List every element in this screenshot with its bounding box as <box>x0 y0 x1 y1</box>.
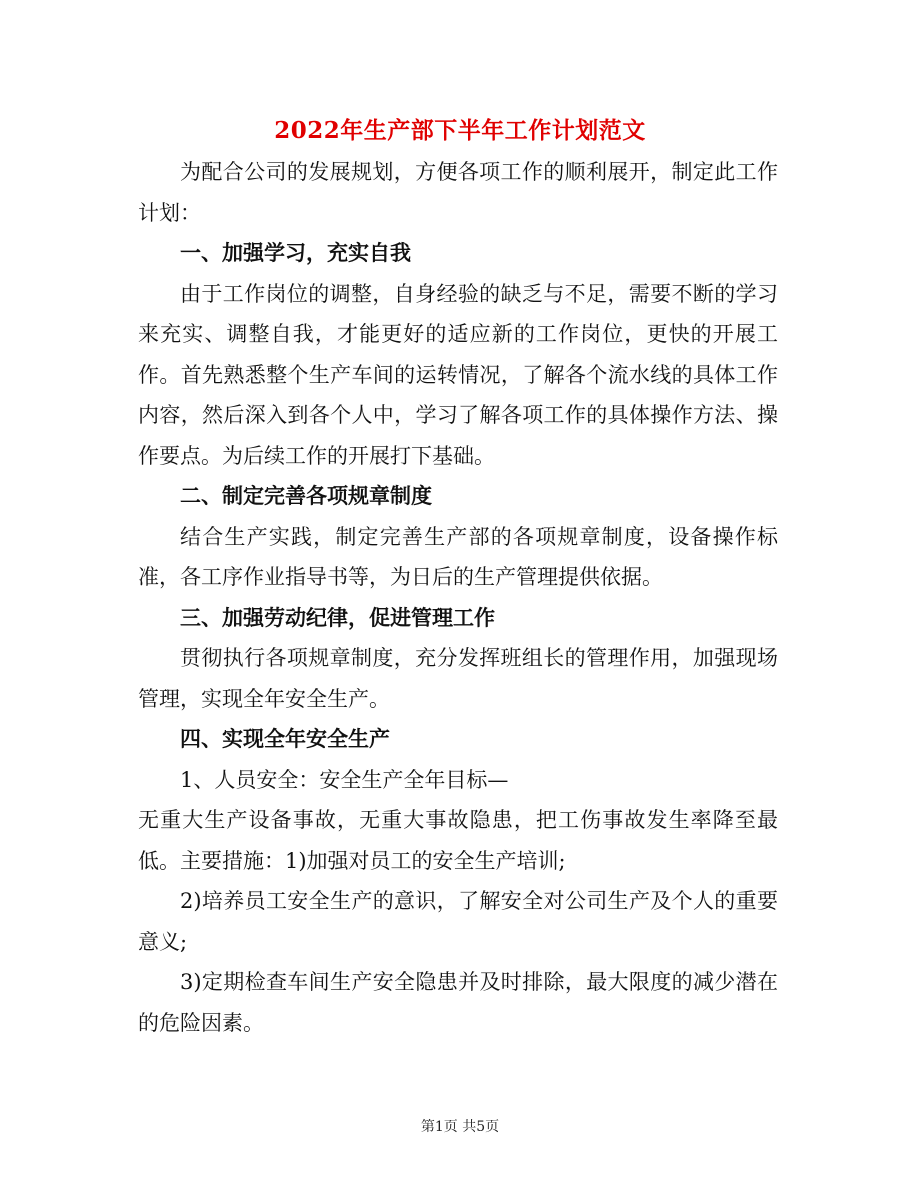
measure-3-paragraph: 3)定期检查车间生产安全隐患并及时排除，最大限度的减少潜在的危险因素。 <box>138 970 778 1035</box>
section-heading-2: 二、制定完善各项规章制度 <box>180 483 432 508</box>
section-1-paragraph: 由于工作岗位的调整，自身经验的缺乏与不足，需要不断的学习来充实、调整自我，才能更好的适应新的工作岗位，更快的开展工作。首先熟悉整个生产车间的运转情况，了解各个流水线的具体工作内容，然后深入到各个人中，学习了解各项工作的具体操作方法、操作要点。为后续工作的开展打下基础。 <box>138 281 778 468</box>
section-heading-1: 一、加强学习，充实自我 <box>180 240 411 265</box>
section-2-paragraph: 结合生产实践，制定完善生产部的各项规章制度，设备操作标准，各工序作业指导书等，为日后的生产管理提供依据。 <box>138 524 778 589</box>
section-heading-3: 三、加强劳动纪律，促进管理工作 <box>180 604 495 630</box>
intro-paragraph: 为配合公司的发展规划，方便各项工作的顺利展开，制定此工作计划： <box>138 160 778 225</box>
section-3-paragraph: 贯彻执行各项规章制度，充分发挥班组长的管理作用，加强现场管理，实现全年安全生产。 <box>138 646 778 711</box>
document-title: 2022年生产部下半年工作计划范文 <box>274 117 646 144</box>
page-number-footer: 第1页 共5页 <box>420 1119 500 1135</box>
safety-goal-paragraph: 无重大生产设备事故，无重大事故隐患，把工伤事故发生率降至最低。主要措施：1)加强对员工的安全生产培训; <box>138 808 778 873</box>
section-heading-4: 四、实现全年安全生产 <box>180 726 390 751</box>
measure-2-paragraph: 2)培养员工安全生产的意识，了解安全对公司生产及个人的重要意义; <box>138 889 778 954</box>
personnel-safety-item: 1、人员安全：安全生产全年目标— <box>180 767 509 792</box>
document-body <box>138 152 778 1043</box>
